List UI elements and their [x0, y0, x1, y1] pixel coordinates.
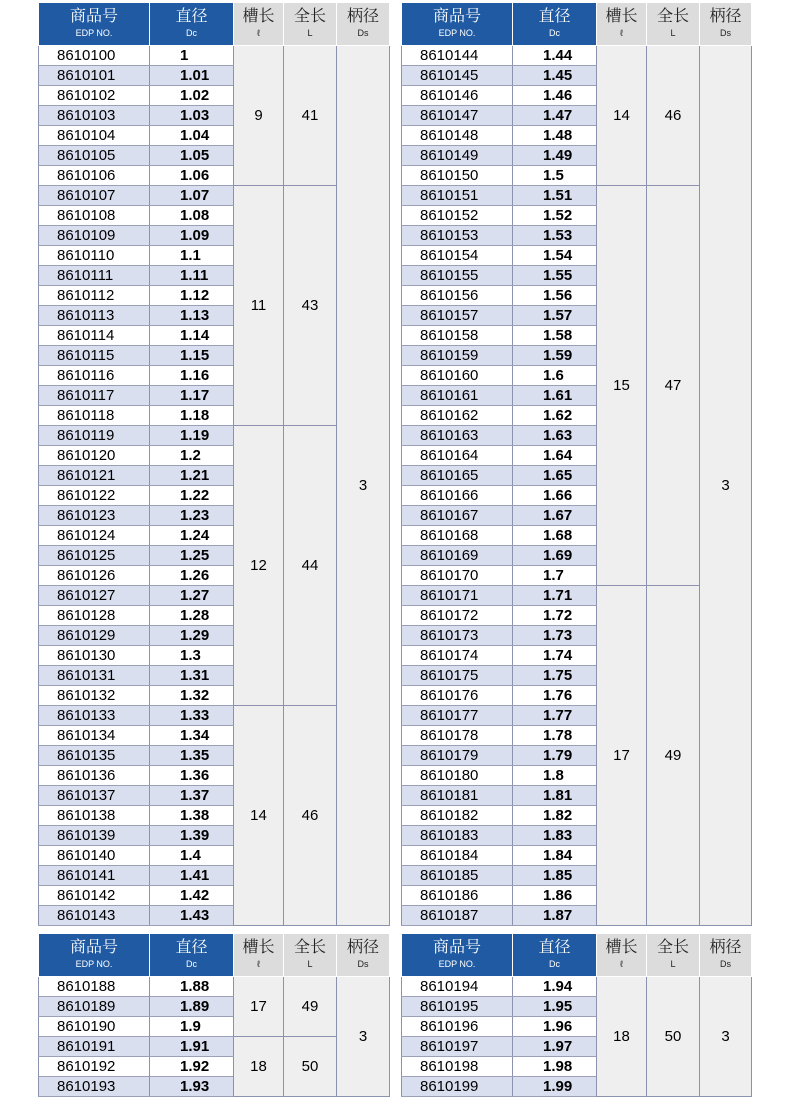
header-shank-zh: 柄径 — [346, 939, 379, 957]
edp-cell: 8610131 — [39, 666, 150, 686]
diameter-cell: 1.46 — [513, 86, 597, 106]
header-flute — [597, 934, 647, 977]
edp-cell: 8610157 — [402, 306, 513, 326]
edp-cell: 8610198 — [402, 1057, 513, 1077]
edp-cell: 8610191 — [39, 1037, 150, 1057]
header-shank-en: Ds — [720, 28, 731, 39]
header-length-zh: 全长 — [293, 8, 326, 26]
edp-cell: 8610172 — [402, 606, 513, 626]
edp-cell: 8610114 — [39, 326, 150, 346]
edp-cell: 8610108 — [39, 206, 150, 226]
header-dc-zh: 直径 — [538, 939, 571, 957]
flute-length-cell: 14 — [234, 706, 284, 926]
header-edp — [39, 3, 150, 46]
shank-diameter-cell: 3 — [700, 977, 752, 1097]
header-length-zh: 全长 — [656, 939, 689, 957]
overall-length-cell: 49 — [284, 977, 337, 1037]
table-row — [402, 586, 752, 606]
edp-cell: 8610134 — [39, 726, 150, 746]
header-dc — [513, 3, 597, 46]
diameter-cell: 1.54 — [513, 246, 597, 266]
diameter-cell: 1.39 — [150, 826, 234, 846]
diameter-cell: 1.06 — [150, 166, 234, 186]
edp-cell: 8610119 — [39, 426, 150, 446]
header-dc-en: Dc — [186, 959, 197, 970]
overall-length-cell: 46 — [284, 706, 337, 926]
header-row — [402, 934, 752, 977]
header-flute — [597, 3, 647, 46]
diameter-cell: 1.79 — [513, 746, 597, 766]
diameter-cell: 1.77 — [513, 706, 597, 726]
overall-length-cell: 46 — [647, 46, 700, 186]
edp-cell: 8610192 — [39, 1057, 150, 1077]
edp-cell: 8610129 — [39, 626, 150, 646]
edp-cell: 8610158 — [402, 326, 513, 346]
header-dc-zh: 直径 — [538, 8, 571, 26]
diameter-cell: 1.59 — [513, 346, 597, 366]
edp-cell: 8610148 — [402, 126, 513, 146]
edp-cell: 8610121 — [39, 466, 150, 486]
header-flute — [234, 934, 284, 977]
edp-cell: 8610165 — [402, 466, 513, 486]
edp-cell: 8610143 — [39, 906, 150, 926]
header-shank-en: Ds — [720, 959, 731, 970]
shank-diameter-cell: 3 — [337, 977, 390, 1097]
edp-cell: 8610112 — [39, 286, 150, 306]
header-edp — [402, 3, 513, 46]
diameter-cell: 1.57 — [513, 306, 597, 326]
diameter-cell: 1.67 — [513, 506, 597, 526]
edp-cell: 8610178 — [402, 726, 513, 746]
spec-table-2 — [401, 2, 752, 926]
diameter-cell: 1.6 — [513, 366, 597, 386]
edp-cell: 8610100 — [39, 46, 150, 66]
diameter-cell: 1.23 — [150, 506, 234, 526]
diameter-cell: 1.65 — [513, 466, 597, 486]
header-edp-en: EDP NO. — [75, 959, 113, 970]
header-flute-en: ℓ — [620, 959, 623, 970]
flute-length-cell: 11 — [234, 186, 284, 426]
edp-cell: 8610139 — [39, 826, 150, 846]
diameter-cell: 1.84 — [513, 846, 597, 866]
diameter-cell: 1.97 — [513, 1037, 597, 1057]
edp-cell: 8610169 — [402, 546, 513, 566]
header-edp-zh: 商品号 — [432, 939, 481, 957]
diameter-cell: 1.8 — [513, 766, 597, 786]
table-row — [402, 46, 752, 66]
header-length-en: L — [307, 959, 313, 970]
edp-cell: 8610152 — [402, 206, 513, 226]
header-shank-zh: 柄径 — [346, 8, 379, 26]
edp-cell: 8610166 — [402, 486, 513, 506]
diameter-cell: 1.68 — [513, 526, 597, 546]
diameter-cell: 1.11 — [150, 266, 234, 286]
flute-length-cell: 9 — [234, 46, 284, 186]
edp-cell: 8610174 — [402, 646, 513, 666]
diameter-cell: 1.98 — [513, 1057, 597, 1077]
edp-cell: 8610185 — [402, 866, 513, 886]
diameter-cell: 1.05 — [150, 146, 234, 166]
edp-cell: 8610186 — [402, 886, 513, 906]
header-length — [647, 934, 700, 977]
diameter-cell: 1.24 — [150, 526, 234, 546]
diameter-cell: 1.42 — [150, 886, 234, 906]
diameter-cell: 1.03 — [150, 106, 234, 126]
diameter-cell: 1.63 — [513, 426, 597, 446]
edp-cell: 8610195 — [402, 997, 513, 1017]
header-length — [647, 3, 700, 46]
spec-table-3 — [38, 933, 390, 1097]
header-flute-zh: 槽长 — [605, 8, 638, 26]
edp-cell: 8610135 — [39, 746, 150, 766]
edp-cell: 8610145 — [402, 66, 513, 86]
diameter-cell: 1.58 — [513, 326, 597, 346]
edp-cell: 8610136 — [39, 766, 150, 786]
edp-cell: 8610132 — [39, 686, 150, 706]
diameter-cell: 1.48 — [513, 126, 597, 146]
edp-cell: 8610160 — [402, 366, 513, 386]
edp-cell: 8610111 — [39, 266, 150, 286]
spec-table-1 — [38, 2, 390, 926]
header-shank-zh: 柄径 — [709, 939, 742, 957]
diameter-cell: 1.21 — [150, 466, 234, 486]
edp-cell: 8610180 — [402, 766, 513, 786]
diameter-cell: 1.31 — [150, 666, 234, 686]
edp-cell: 8610107 — [39, 186, 150, 206]
header-length — [284, 934, 337, 977]
edp-cell: 8610182 — [402, 806, 513, 826]
diameter-cell: 1.55 — [513, 266, 597, 286]
table-row — [39, 46, 390, 66]
edp-cell: 8610176 — [402, 686, 513, 706]
edp-cell: 8610154 — [402, 246, 513, 266]
diameter-cell: 1.92 — [150, 1057, 234, 1077]
edp-cell: 8610159 — [402, 346, 513, 366]
diameter-cell: 1.82 — [513, 806, 597, 826]
header-length-en: L — [307, 28, 313, 39]
diameter-cell: 1.27 — [150, 586, 234, 606]
diameter-cell: 1.45 — [513, 66, 597, 86]
diameter-cell: 1.17 — [150, 386, 234, 406]
header-row — [39, 934, 390, 977]
edp-cell: 8610173 — [402, 626, 513, 646]
diameter-cell: 1.5 — [513, 166, 597, 186]
edp-cell: 8610109 — [39, 226, 150, 246]
edp-cell: 8610153 — [402, 226, 513, 246]
diameter-cell: 1.66 — [513, 486, 597, 506]
edp-cell: 8610164 — [402, 446, 513, 466]
header-length-zh: 全长 — [293, 939, 326, 957]
edp-cell: 8610130 — [39, 646, 150, 666]
diameter-cell: 1.62 — [513, 406, 597, 426]
table-row — [402, 186, 752, 206]
edp-cell: 8610147 — [402, 106, 513, 126]
edp-cell: 8610155 — [402, 266, 513, 286]
diameter-cell: 1.74 — [513, 646, 597, 666]
edp-cell: 8610124 — [39, 526, 150, 546]
edp-cell: 8610151 — [402, 186, 513, 206]
diameter-cell: 1.53 — [513, 226, 597, 246]
diameter-cell: 1.76 — [513, 686, 597, 706]
diameter-cell: 1.02 — [150, 86, 234, 106]
table-row — [39, 977, 390, 997]
edp-cell: 8610142 — [39, 886, 150, 906]
edp-cell: 8610184 — [402, 846, 513, 866]
edp-cell: 8610120 — [39, 446, 150, 466]
header-edp-zh: 商品号 — [432, 8, 481, 26]
header-edp-zh: 商品号 — [69, 8, 118, 26]
shank-diameter-cell: 3 — [700, 46, 752, 926]
edp-cell: 8610141 — [39, 866, 150, 886]
edp-cell: 8610123 — [39, 506, 150, 526]
edp-cell: 8610115 — [39, 346, 150, 366]
edp-cell: 8610197 — [402, 1037, 513, 1057]
diameter-cell: 1.35 — [150, 746, 234, 766]
edp-cell: 8610113 — [39, 306, 150, 326]
diameter-cell: 1.7 — [513, 566, 597, 586]
flute-length-cell: 14 — [597, 46, 647, 186]
header-flute-en: ℓ — [257, 28, 260, 39]
header-shank-en: Ds — [357, 28, 369, 39]
header-edp-zh: 商品号 — [69, 939, 118, 957]
diameter-cell: 1.08 — [150, 206, 234, 226]
diameter-cell: 1.1 — [150, 246, 234, 266]
edp-cell: 8610144 — [402, 46, 513, 66]
diameter-cell: 1.69 — [513, 546, 597, 566]
diameter-cell: 1.16 — [150, 366, 234, 386]
diameter-cell: 1.93 — [150, 1077, 234, 1097]
diameter-cell: 1.36 — [150, 766, 234, 786]
header-edp-en: EDP NO. — [438, 28, 476, 39]
diameter-cell: 1.25 — [150, 546, 234, 566]
header-length-en: L — [670, 28, 676, 39]
edp-cell: 8610126 — [39, 566, 150, 586]
overall-length-cell: 41 — [284, 46, 337, 186]
flute-length-cell: 12 — [234, 426, 284, 706]
edp-cell: 8610175 — [402, 666, 513, 686]
diameter-cell: 1.41 — [150, 866, 234, 886]
header-length — [284, 3, 337, 46]
diameter-cell: 1.26 — [150, 566, 234, 586]
flute-length-cell: 18 — [234, 1037, 284, 1097]
flute-length-cell: 17 — [234, 977, 284, 1037]
header-dc — [513, 934, 597, 977]
edp-cell: 8610161 — [402, 386, 513, 406]
edp-cell: 8610194 — [402, 977, 513, 997]
diameter-cell: 1.22 — [150, 486, 234, 506]
diameter-cell: 1.19 — [150, 426, 234, 446]
header-row — [402, 3, 752, 46]
edp-cell: 8610156 — [402, 286, 513, 306]
diameter-cell: 1.44 — [513, 46, 597, 66]
flute-length-cell: 18 — [597, 977, 647, 1097]
diameter-cell: 1.89 — [150, 997, 234, 1017]
diameter-cell: 1.91 — [150, 1037, 234, 1057]
diameter-cell: 1.07 — [150, 186, 234, 206]
edp-cell: 8610171 — [402, 586, 513, 606]
header-flute-zh: 槽长 — [605, 939, 638, 957]
diameter-cell: 1.2 — [150, 446, 234, 466]
diameter-cell: 1.51 — [513, 186, 597, 206]
header-flute — [234, 3, 284, 46]
edp-cell: 8610150 — [402, 166, 513, 186]
header-edp-en: EDP NO. — [75, 28, 113, 39]
edp-cell: 8610127 — [39, 586, 150, 606]
diameter-cell: 1.14 — [150, 326, 234, 346]
header-edp — [402, 934, 513, 977]
diameter-cell: 1.32 — [150, 686, 234, 706]
diameter-cell: 1.83 — [513, 826, 597, 846]
edp-cell: 8610128 — [39, 606, 150, 626]
edp-cell: 8610118 — [39, 406, 150, 426]
edp-cell: 8610181 — [402, 786, 513, 806]
header-shank-en: Ds — [357, 959, 369, 970]
flute-length-cell: 17 — [597, 586, 647, 926]
edp-cell: 8610183 — [402, 826, 513, 846]
edp-cell: 8610116 — [39, 366, 150, 386]
edp-cell: 8610162 — [402, 406, 513, 426]
overall-length-cell: 49 — [647, 586, 700, 926]
diameter-cell: 1.3 — [150, 646, 234, 666]
header-row — [39, 3, 390, 46]
diameter-cell: 1.88 — [150, 977, 234, 997]
header-flute-en: ℓ — [257, 959, 260, 970]
overall-length-cell: 43 — [284, 186, 337, 426]
diameter-cell: 1.09 — [150, 226, 234, 246]
overall-length-cell: 50 — [647, 977, 700, 1097]
header-flute-zh: 槽长 — [242, 939, 275, 957]
edp-cell: 8610140 — [39, 846, 150, 866]
edp-cell: 8610138 — [39, 806, 150, 826]
edp-cell: 8610106 — [39, 166, 150, 186]
diameter-cell: 1.01 — [150, 66, 234, 86]
diameter-cell: 1.4 — [150, 846, 234, 866]
header-dc — [150, 3, 234, 46]
header-shank — [337, 3, 390, 46]
header-shank — [337, 934, 390, 977]
header-length-en: L — [670, 959, 676, 970]
diameter-cell: 1.13 — [150, 306, 234, 326]
edp-cell: 8610199 — [402, 1077, 513, 1097]
shank-diameter-cell: 3 — [337, 46, 390, 926]
header-shank — [700, 934, 752, 977]
edp-cell: 8610125 — [39, 546, 150, 566]
diameter-cell: 1.29 — [150, 626, 234, 646]
edp-cell: 8610149 — [402, 146, 513, 166]
header-shank — [700, 3, 752, 46]
diameter-cell: 1.12 — [150, 286, 234, 306]
edp-cell: 8610188 — [39, 977, 150, 997]
edp-cell: 8610179 — [402, 746, 513, 766]
diameter-cell: 1.38 — [150, 806, 234, 826]
edp-cell: 8610187 — [402, 906, 513, 926]
diameter-cell: 1.56 — [513, 286, 597, 306]
header-dc-en: Dc — [186, 28, 197, 39]
diameter-cell: 1.34 — [150, 726, 234, 746]
header-dc-en: Dc — [549, 28, 560, 39]
header-flute-en: ℓ — [620, 28, 623, 39]
edp-cell: 8610101 — [39, 66, 150, 86]
diameter-cell: 1.85 — [513, 866, 597, 886]
header-flute-zh: 槽长 — [242, 8, 275, 26]
edp-cell: 8610137 — [39, 786, 150, 806]
diameter-cell: 1.43 — [150, 906, 234, 926]
header-dc-en: Dc — [549, 959, 560, 970]
diameter-cell: 1.64 — [513, 446, 597, 466]
diameter-cell: 1.61 — [513, 386, 597, 406]
diameter-cell: 1.49 — [513, 146, 597, 166]
header-dc-zh: 直径 — [175, 939, 208, 957]
overall-length-cell: 50 — [284, 1037, 337, 1097]
overall-length-cell: 47 — [647, 186, 700, 586]
header-dc-zh: 直径 — [175, 8, 208, 26]
overall-length-cell: 44 — [284, 426, 337, 706]
header-shank-zh: 柄径 — [709, 8, 742, 26]
edp-cell: 8610168 — [402, 526, 513, 546]
header-length-zh: 全长 — [656, 8, 689, 26]
diameter-cell: 1.81 — [513, 786, 597, 806]
diameter-cell: 1.15 — [150, 346, 234, 366]
edp-cell: 8610102 — [39, 86, 150, 106]
header-edp-en: EDP NO. — [438, 959, 476, 970]
diameter-cell: 1.99 — [513, 1077, 597, 1097]
diameter-cell: 1.94 — [513, 977, 597, 997]
diameter-cell: 1.18 — [150, 406, 234, 426]
edp-cell: 8610177 — [402, 706, 513, 726]
edp-cell: 8610170 — [402, 566, 513, 586]
table-row — [402, 977, 752, 997]
edp-cell: 8610105 — [39, 146, 150, 166]
edp-cell: 8610104 — [39, 126, 150, 146]
flute-length-cell: 15 — [597, 186, 647, 586]
diameter-cell: 1.04 — [150, 126, 234, 146]
edp-cell: 8610163 — [402, 426, 513, 446]
edp-cell: 8610122 — [39, 486, 150, 506]
edp-cell: 8610103 — [39, 106, 150, 126]
diameter-cell: 1 — [150, 46, 234, 66]
header-dc — [150, 934, 234, 977]
diameter-cell: 1.95 — [513, 997, 597, 1017]
spec-table-4 — [401, 933, 752, 1097]
diameter-cell: 1.52 — [513, 206, 597, 226]
edp-cell: 8610189 — [39, 997, 150, 1017]
diameter-cell: 1.96 — [513, 1017, 597, 1037]
edp-cell: 8610146 — [402, 86, 513, 106]
edp-cell: 8610167 — [402, 506, 513, 526]
edp-cell: 8610133 — [39, 706, 150, 726]
diameter-cell: 1.78 — [513, 726, 597, 746]
edp-cell: 8610190 — [39, 1017, 150, 1037]
edp-cell: 8610117 — [39, 386, 150, 406]
diameter-cell: 1.9 — [150, 1017, 234, 1037]
diameter-cell: 1.71 — [513, 586, 597, 606]
diameter-cell: 1.33 — [150, 706, 234, 726]
diameter-cell: 1.47 — [513, 106, 597, 126]
diameter-cell: 1.37 — [150, 786, 234, 806]
edp-cell: 8610196 — [402, 1017, 513, 1037]
edp-cell: 8610193 — [39, 1077, 150, 1097]
diameter-cell: 1.72 — [513, 606, 597, 626]
diameter-cell: 1.73 — [513, 626, 597, 646]
diameter-cell: 1.87 — [513, 906, 597, 926]
edp-cell: 8610110 — [39, 246, 150, 266]
header-edp — [39, 934, 150, 977]
diameter-cell: 1.75 — [513, 666, 597, 686]
diameter-cell: 1.28 — [150, 606, 234, 626]
diameter-cell: 1.86 — [513, 886, 597, 906]
